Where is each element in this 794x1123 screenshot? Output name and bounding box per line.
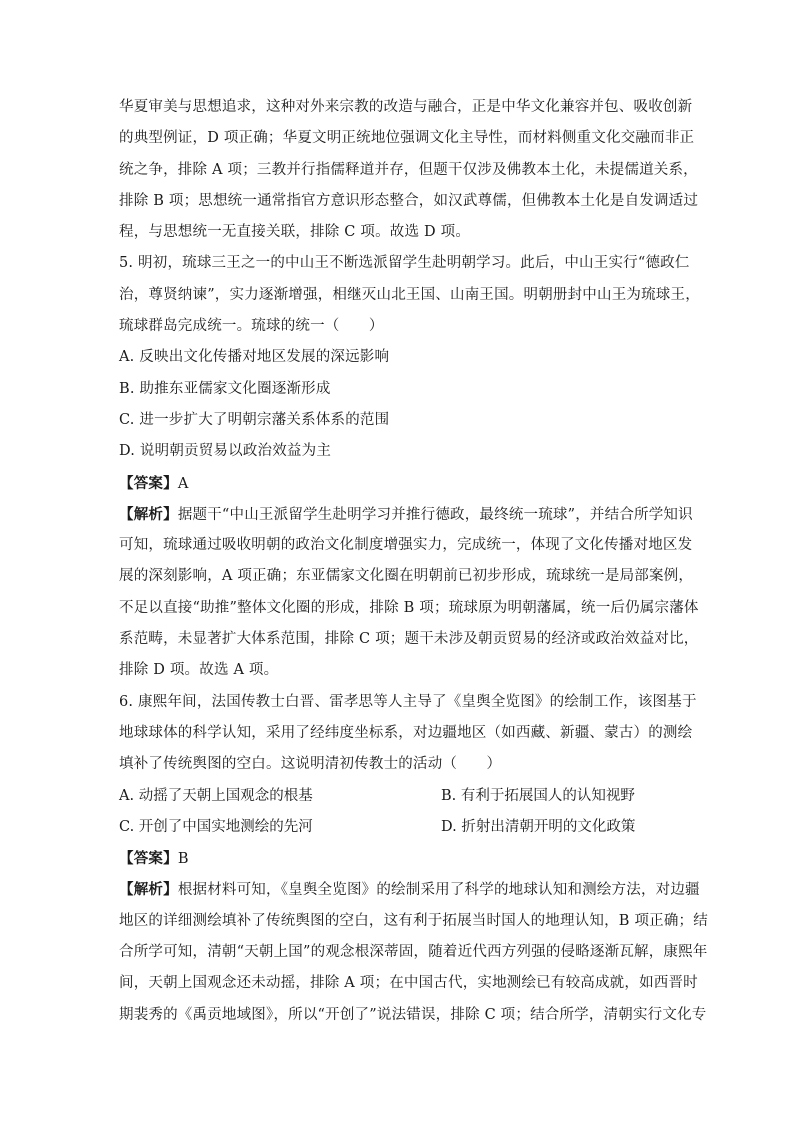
option-b: B. 助推东亚儒家文化圈逐渐形成 bbox=[119, 380, 331, 397]
text-line: 统之争，排除 A 项；三教并行指儒释道并存，但题干仅涉及佛教本土化，未提儒道关系， bbox=[119, 161, 698, 178]
analysis-line: 可知，琉球通过吸收明朝的政治文化制度增强实力，完成统一，体现了文化传播对地区发 bbox=[119, 537, 693, 554]
text-line: 排除 B 项；思想统一通常指官方意识形态整合，如汉武尊儒，但佛教本土化是自发调适过 bbox=[119, 192, 699, 209]
answer-value: B bbox=[177, 851, 189, 868]
text-line: 的典型例证，D 项正确；华夏文明正统地位强调文化主导性，而材料侧重文化交融而非正 bbox=[119, 130, 695, 147]
option-c: C. 开创了中国实地测绘的先河 bbox=[119, 818, 313, 835]
option-b: B. 有利于拓展国人的认知视野 bbox=[441, 787, 635, 804]
answer-label: 【答案】 bbox=[119, 474, 178, 492]
analysis-line: 不足以直接“助推”整体文化圈的形成，排除 B 项；琉球原为明朝藩属，统一后仍属宗藩体 bbox=[119, 599, 699, 616]
answer-line bbox=[119, 468, 679, 499]
question-stem-line: 琉球群岛完成统一。琉球的统一（ ） bbox=[119, 318, 384, 335]
document-content bbox=[119, 92, 708, 1031]
option-row bbox=[119, 781, 679, 812]
option-a: A. 动摇了天朝上国观念的根基 bbox=[119, 787, 313, 804]
option-c: C. 进一步扩大了明朝宗藩关系体系的范围 bbox=[119, 411, 390, 428]
analysis-line: 期裴秀的《禹贡地域图》，所以“开创了”说法错误，排除 C 项；结合所学，清朝实行文化专 bbox=[119, 1006, 707, 1023]
analysis-line: 间，天朝上国观念还未动摇，排除 A 项；在中国古代，实地测绘已有较高成就，如西晋时 bbox=[119, 975, 698, 992]
analysis-line bbox=[119, 874, 700, 905]
text-line: 华夏审美与思想追求，这种对外来宗教的改造与融合，正是中华文化兼容并包、吸收创新 bbox=[119, 99, 693, 115]
analysis-line: 地区的详细测绘填补了传统舆图的空白，这有利于拓展当时国人的地理认知，B 项正确；结 bbox=[119, 912, 708, 929]
question-stem-line: 治，尊贤纳谏”，实力逐渐增强，相继灭山北王国、山南王国。明朝册封中山王为琉球王， bbox=[119, 286, 700, 303]
text-line: 程，与思想统一无直接关联，排除 C 项。故选 D 项。 bbox=[119, 224, 471, 241]
option-a: A. 反映出文化传播对地区发展的深远影响 bbox=[119, 349, 390, 366]
analysis-line: 合所学可知，清朝“天朝上国”的观念根深蒂固，随着近代西方列强的侵略逐渐瓦解，康熙年 bbox=[119, 944, 708, 961]
question-6 bbox=[119, 687, 708, 1031]
question-stem-line: 6. 康熙年间，法国传教士白晋、雷孝思等人主导了《皇舆全览图》的绘制工作，该图基于 bbox=[119, 693, 697, 710]
intro-paragraph bbox=[119, 92, 699, 248]
analysis-text: 据题干“中山王派留学生赴明学习并推行德政，最终统一琉球”，并结合所学知识 bbox=[177, 506, 693, 523]
analysis-line: 系范畴，未显著扩大体系范围，排除 C 项；题干未涉及朝贡贸易的经济或政治效益对比， bbox=[119, 631, 699, 648]
analysis-line bbox=[119, 499, 693, 530]
analysis-label: 【解析】 bbox=[119, 505, 178, 523]
option-row bbox=[119, 812, 679, 843]
question-5 bbox=[119, 248, 700, 686]
analysis-line: 排除 D 项。故选 A 项。 bbox=[119, 662, 279, 679]
question-stem-line: 填补了传统舆图的空白。这说明清初传教士的活动（ ） bbox=[119, 756, 502, 773]
question-stem-line: 地球球体的科学认知，采用了经纬度坐标系，对边疆地区（如西藏、新疆、蒙古）的测绘 bbox=[119, 724, 693, 741]
analysis-line: 展的深刻影响，A 项正确；东亚儒家文化圈在明朝前已初步形成，琉球统一是局部案例， bbox=[119, 568, 694, 585]
answer-value: A bbox=[177, 475, 189, 492]
answer-line bbox=[119, 843, 679, 874]
analysis-text: 根据材料可知，《皇舆全览图》的绘制采用了科学的地球认知和测绘方法，对边疆 bbox=[177, 882, 700, 899]
answer-label: 【答案】 bbox=[119, 850, 178, 868]
option-d: D. 折射出清朝开明的文化政策 bbox=[441, 818, 636, 835]
question-stem-line: 5. 明初，琉球三王之一的中山王不断选派留学生赴明朝学习。此后，中山王实行“德政仁 bbox=[119, 255, 690, 272]
analysis-label: 【解析】 bbox=[119, 881, 178, 899]
option-d: D. 说明朝贡贸易以政治效益为主 bbox=[119, 443, 332, 460]
